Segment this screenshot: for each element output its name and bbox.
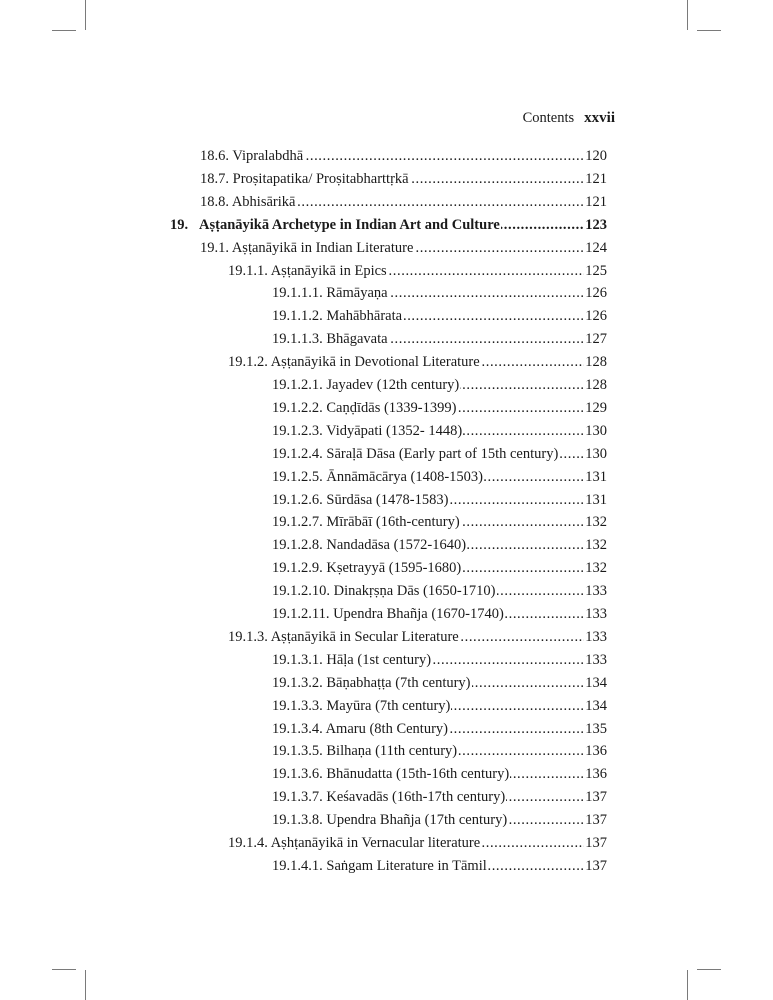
header-section-title: Contents xyxy=(522,110,575,126)
toc-entry-label: 19.1.3.4. Amaru (8th Century) xyxy=(272,720,448,737)
crop-mark-bottom-left-h xyxy=(52,969,76,970)
toc-entry-title xyxy=(272,308,403,324)
toc-entry-label: 19.1.2.8. Nandadāsa (1572-1640) xyxy=(272,537,467,554)
toc-entry-title xyxy=(272,675,472,691)
toc-entry-label: 19.1.2.5. Ānnāmācārya (1408-1503) xyxy=(272,468,483,485)
toc-entry-title xyxy=(170,217,501,233)
toc-entry-title xyxy=(272,812,508,828)
toc-entry-title xyxy=(200,171,410,187)
toc-entry-page: 133 xyxy=(584,626,607,649)
toc-entry-title xyxy=(272,423,463,439)
toc-entry xyxy=(272,466,607,489)
toc-entry-label: 19.1.3.3. Mayūra (7th century) xyxy=(272,697,451,714)
crop-mark-top-right xyxy=(687,0,688,30)
toc-entry-page: 137 xyxy=(584,809,607,832)
toc-entry xyxy=(272,809,607,832)
toc-entry-title xyxy=(272,858,488,874)
toc-entry xyxy=(272,420,607,443)
toc-entry-title xyxy=(228,629,460,645)
toc-entry-page: 126 xyxy=(584,282,607,305)
toc-entry-page: 124 xyxy=(584,237,607,260)
toc-entry xyxy=(272,305,607,328)
toc-entry-label: 19.1.2.4. Sāraḷā Dāsa (Early part of 15th century) xyxy=(272,445,559,462)
toc-entry-title xyxy=(272,514,461,530)
toc-entry-page: 132 xyxy=(584,557,607,580)
toc-entry-page: 120 xyxy=(584,145,607,168)
toc-entry-title xyxy=(272,537,467,553)
toc-entry-label: 19.1. Aṣṭanāyikā in Indian Literature xyxy=(200,239,414,256)
toc-entry-label: 19.1.2.10. Dinakṛṣṇa Dās (1650-1710) xyxy=(272,583,496,600)
crop-mark-bottom-right-h xyxy=(697,969,721,970)
toc-entry-page: 131 xyxy=(584,466,607,489)
toc-entry-label: 19.1.2. Aṣṭanāyikā in Devotional Literature xyxy=(228,354,480,371)
toc-entry-title xyxy=(228,354,481,370)
toc-entry-label: 19.1.3.5. Bilhaṇa (11th century) xyxy=(272,743,458,760)
toc-entry-label: 19.1.3.1. Hāḷa (1st century) xyxy=(272,651,432,668)
toc-entry-page: 126 xyxy=(584,305,607,328)
toc-entry-label: 19.1.1.3. Bhāgavata xyxy=(272,331,388,348)
toc-entry-label: 19.1.1.1. Rāmāyaṇa xyxy=(272,285,388,302)
toc-entry-label: 18.6. Vipralabdhā xyxy=(200,148,304,164)
toc-entry-page: 134 xyxy=(584,672,607,695)
toc-entry xyxy=(272,328,607,351)
toc-entry-label: 19.1.3. Aṣṭanāyikā in Secular Literature xyxy=(228,628,459,645)
toc-entry-title xyxy=(272,698,451,714)
toc-entry xyxy=(170,214,607,237)
header-page-number: xxvii xyxy=(584,110,615,126)
toc-entry xyxy=(272,397,607,420)
toc-entry xyxy=(272,740,607,763)
toc-entry-page: 136 xyxy=(584,763,607,786)
toc-entry-title xyxy=(272,560,462,576)
toc-entry-title xyxy=(272,606,505,622)
toc-entry-title xyxy=(200,240,414,256)
toc-entry-title xyxy=(200,148,304,164)
toc-entry xyxy=(272,649,607,672)
toc-entry-label: 19.1.3.2. Bāṇabhaṭṭa (7th century) xyxy=(272,674,471,691)
toc-entry-page: 121 xyxy=(584,191,607,214)
toc-entry-title xyxy=(272,766,510,782)
toc-entry-page: 137 xyxy=(584,832,607,855)
toc-entry xyxy=(200,191,607,214)
crop-mark-top-left-h xyxy=(52,30,76,31)
toc-entry-title xyxy=(272,743,458,759)
toc-entry-label: 18.7. Proṣitapatika/ Proṣitabharttṛkā xyxy=(200,170,409,187)
toc-entry xyxy=(272,763,607,786)
toc-entry-page: 125 xyxy=(584,260,607,283)
toc-entry-label: 19.1.3.7. Keśavadās (16th-17th century) xyxy=(272,789,506,806)
toc-entry-label: 19.1.2.7. Mīrābāī (16th-century) xyxy=(272,514,460,531)
toc-entry xyxy=(272,511,607,534)
toc-entry-page: 133 xyxy=(584,603,607,626)
toc-entry-title xyxy=(272,583,497,599)
crop-mark-top-left xyxy=(85,0,86,30)
toc-entry-label: 19.1.3.6. Bhānudatta (15th-16th century) xyxy=(272,766,510,783)
toc-entry xyxy=(272,557,607,580)
toc-entry-title xyxy=(200,194,296,210)
toc-entry xyxy=(272,580,607,603)
toc-entry xyxy=(200,168,607,191)
toc-entry-title xyxy=(272,492,449,508)
toc-entry-label: 19.1.1. Aṣṭanāyikā in Epics xyxy=(228,262,387,279)
toc-entry-title xyxy=(272,285,389,301)
toc-entry xyxy=(200,237,607,260)
toc-entry-page: 136 xyxy=(584,740,607,763)
toc-entry xyxy=(272,718,607,741)
toc-entry-title xyxy=(272,469,484,485)
toc-entry-page: 137 xyxy=(584,786,607,809)
toc-entry-page: 128 xyxy=(584,351,607,374)
toc-entry-label: 19.1.2.9. Kṣetrayyā (1595-1680) xyxy=(272,560,462,577)
toc-entry-title xyxy=(272,652,432,668)
toc-entry-page: 121 xyxy=(584,168,607,191)
toc-entry xyxy=(228,260,607,283)
toc-entry-title xyxy=(272,721,449,737)
toc-entry-title xyxy=(228,263,388,279)
toc-entry-page: 132 xyxy=(584,534,607,557)
toc-entry xyxy=(228,626,607,649)
toc-entry-page: 130 xyxy=(584,443,607,466)
toc-entry-title xyxy=(228,835,481,851)
toc-entry-page: 128 xyxy=(584,374,607,397)
toc-entry-label: 18.8. Abhisārikā xyxy=(200,193,296,210)
crop-mark-bottom-left xyxy=(85,970,86,1000)
toc-entry-page: 133 xyxy=(584,649,607,672)
toc-entry-page: 127 xyxy=(584,328,607,351)
toc-entry-label: 19.1.2.11. Upendra Bhañja (1670-1740) xyxy=(272,606,504,622)
toc-entry xyxy=(272,603,607,626)
crop-mark-bottom-right xyxy=(687,970,688,1000)
toc-entry xyxy=(272,534,607,557)
toc-entry xyxy=(228,351,607,374)
toc-entry-page: 130 xyxy=(584,420,607,443)
toc-entry-label: Aṣṭanāyikā Archetype in Indian Art and Culture xyxy=(199,216,500,233)
toc-entry-title xyxy=(272,446,559,462)
toc-entry-page: 137 xyxy=(584,855,607,878)
toc-entry-page: 129 xyxy=(584,397,607,420)
toc-entry-page: 132 xyxy=(584,511,607,534)
toc-entry-title xyxy=(272,331,389,347)
toc-entry-label: 19.1.4.1. Saṅgam Literature in Tāmil xyxy=(272,857,487,874)
toc-entry xyxy=(272,672,607,695)
toc-entry-page: 134 xyxy=(584,695,607,718)
toc-entry-page: 133 xyxy=(584,580,607,603)
toc-entry-title xyxy=(272,377,460,393)
toc-entry-label: 19.1.3.8. Upendra Bhañja (17th century) xyxy=(272,812,508,829)
toc-entry-label: 19.1.2.3. Vidyāpati (1352- 1448) xyxy=(272,422,463,439)
toc-entry xyxy=(272,443,607,466)
toc-entry xyxy=(200,145,607,168)
toc-entry xyxy=(272,282,607,305)
toc-chapter-number: 19. xyxy=(170,216,189,233)
toc-entry xyxy=(272,855,607,878)
toc-entry-label: 19.1.2.1. Jayadev (12th century) xyxy=(272,377,460,393)
toc-entry-label: 19.1.1.2. Mahābhārata xyxy=(272,308,403,325)
toc-entry-page: 123 xyxy=(584,214,607,237)
toc-entry-title xyxy=(272,789,506,805)
toc-entry xyxy=(272,489,607,512)
toc-entry-label: 19.1.4. Aṣhṭanāyikā in Vernacular literature xyxy=(228,835,481,851)
toc-entry xyxy=(272,695,607,718)
toc-entry xyxy=(228,832,607,855)
running-header xyxy=(523,110,615,127)
toc-entry-label: 19.1.2.2. Caṇḍīdās (1339-1399) xyxy=(272,399,457,416)
toc-entry-page: 135 xyxy=(584,718,607,741)
toc-entry-page: 131 xyxy=(584,489,607,512)
crop-mark-top-right-h xyxy=(697,30,721,31)
toc-entry xyxy=(272,374,607,397)
toc-entry-title xyxy=(272,400,457,416)
toc-entry xyxy=(272,786,607,809)
toc-entry-label: 19.1.2.6. Sūrdāsa (1478-1583) xyxy=(272,491,449,508)
